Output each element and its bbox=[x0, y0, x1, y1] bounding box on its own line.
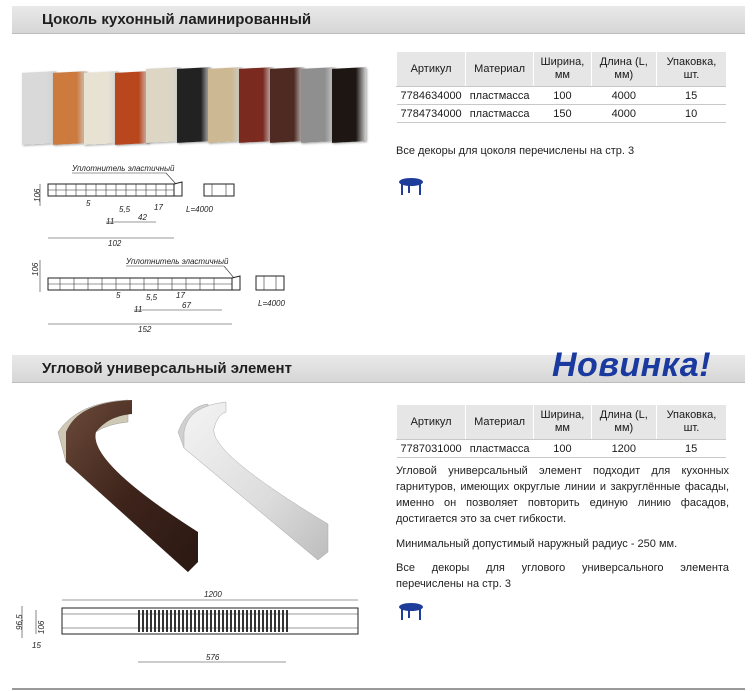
dim-length-1200: 1200 bbox=[204, 590, 222, 599]
col-header-material: Материал bbox=[466, 405, 534, 440]
cell-material: пластмасса bbox=[466, 440, 534, 458]
seal-label: Уплотнитель эластичный bbox=[72, 164, 175, 173]
flex-slot bbox=[218, 610, 220, 632]
flex-slots bbox=[138, 610, 288, 632]
plinth-decor-panel bbox=[177, 67, 211, 143]
col-header-article: Артикул bbox=[397, 405, 466, 440]
dim-height: 106 bbox=[31, 262, 40, 276]
flex-slot bbox=[158, 610, 160, 632]
plinth-product-photo bbox=[22, 66, 388, 144]
corner-description: Угловой универсальный элемент подходит для кухонных гарнитуров, имеющих округлые линии и закруглённые фасады, именно он позволяет повторить единую линию фасадов, достигается это за счет гибкости. bbox=[396, 465, 729, 525]
section-title-corner: Угловой универсальный элемент bbox=[42, 360, 292, 377]
cell-length: 4000 bbox=[591, 87, 656, 105]
flex-slot bbox=[246, 610, 248, 632]
table-row bbox=[397, 105, 727, 123]
flex-slot bbox=[282, 610, 284, 632]
table-furniture-icon bbox=[398, 601, 424, 621]
dim-42: 42 bbox=[138, 213, 147, 222]
cell-length: 4000 bbox=[591, 105, 656, 123]
dim-height: 106 bbox=[33, 188, 42, 202]
flex-slot bbox=[206, 610, 208, 632]
cell-pack: 15 bbox=[656, 87, 726, 105]
flex-slot bbox=[142, 610, 144, 632]
flex-slot bbox=[194, 610, 196, 632]
section-header-plinth bbox=[12, 6, 745, 34]
plinth-decor-panel bbox=[53, 71, 87, 145]
flex-slot bbox=[286, 610, 288, 632]
flex-slot bbox=[226, 610, 228, 632]
plinth-decor-panel bbox=[301, 67, 335, 143]
table-row bbox=[397, 87, 727, 105]
dim-width: 152 bbox=[138, 325, 152, 334]
corner-element-product-photo bbox=[48, 392, 338, 582]
plinth-150-cross-section-drawing bbox=[26, 252, 316, 334]
flex-slot bbox=[242, 610, 244, 632]
dim-67: 67 bbox=[182, 301, 191, 310]
corner-element-drawing bbox=[8, 588, 368, 680]
flex-slot bbox=[154, 610, 156, 632]
col-header-length: Длина (L, мм) bbox=[591, 52, 656, 87]
dim-17: 17 bbox=[176, 291, 185, 300]
flex-slot bbox=[278, 610, 280, 632]
dim-96-5: 96,5 bbox=[15, 614, 24, 630]
flex-slot bbox=[138, 610, 140, 632]
corner-min-radius: Минимальный допустимый наружный радиус - 250 мм. bbox=[396, 538, 678, 550]
col-header-width: Ширина, мм bbox=[534, 405, 592, 440]
page-bottom-rule bbox=[12, 688, 745, 690]
dim-11: 11 bbox=[106, 217, 115, 226]
plinth-decor-panel bbox=[115, 71, 149, 145]
new-badge: Новинка! bbox=[552, 346, 712, 384]
table-header-row bbox=[397, 405, 727, 440]
dim-5-5: 5,5 bbox=[119, 205, 131, 214]
col-header-pack: Упаковка, шт. bbox=[656, 405, 726, 440]
corner-spec-table bbox=[396, 405, 726, 458]
cell-length: 1200 bbox=[591, 440, 656, 458]
col-header-length: Длина (L, мм) bbox=[591, 405, 656, 440]
flex-slot bbox=[222, 610, 224, 632]
dim-15: 15 bbox=[32, 641, 41, 650]
cell-pack: 15 bbox=[656, 440, 726, 458]
dim-length: L=4000 bbox=[258, 299, 285, 308]
dim-5-5: 5,5 bbox=[146, 293, 158, 302]
flex-slot bbox=[250, 610, 252, 632]
flex-slot bbox=[254, 610, 256, 632]
dim-11: 11 bbox=[134, 305, 143, 314]
dim-576: 576 bbox=[206, 653, 220, 662]
cell-article: 7784634000 bbox=[397, 87, 466, 105]
cell-width: 100 bbox=[534, 440, 592, 458]
corner-decor-note: Все декоры для углового универсального элемента перечислены на стр. 3 bbox=[396, 562, 729, 590]
section-title-plinth: Цоколь кухонный ламинированный bbox=[42, 11, 312, 28]
col-header-article: Артикул bbox=[397, 52, 466, 87]
cell-width: 150 bbox=[534, 105, 592, 123]
dim-length: L=4000 bbox=[186, 205, 213, 214]
flex-slot bbox=[174, 610, 176, 632]
flex-slot bbox=[234, 610, 236, 632]
flex-slot bbox=[202, 610, 204, 632]
plinth-decor-panel bbox=[239, 67, 273, 143]
plinth-decor-panel bbox=[146, 67, 180, 143]
table-row bbox=[397, 440, 727, 458]
dim-5: 5 bbox=[116, 291, 121, 300]
cell-article: 7787031000 bbox=[397, 440, 466, 458]
flex-slot bbox=[210, 610, 212, 632]
flex-slot bbox=[186, 610, 188, 632]
table-header-row bbox=[397, 52, 727, 87]
dim-17: 17 bbox=[154, 203, 163, 212]
flex-slot bbox=[162, 610, 164, 632]
flex-slot bbox=[166, 610, 168, 632]
table-furniture-icon bbox=[398, 176, 424, 196]
flex-slot bbox=[270, 610, 272, 632]
plinth-decor-panel bbox=[270, 67, 304, 143]
plinth-spec-table bbox=[396, 52, 726, 123]
flex-slot bbox=[274, 610, 276, 632]
plinth-decor-note: Все декоры для цоколя перечислены на стр. 3 bbox=[396, 145, 635, 157]
plinth-decor-panel bbox=[332, 67, 366, 143]
flex-slot bbox=[170, 610, 172, 632]
cell-article: 7784734000 bbox=[397, 105, 466, 123]
dim-106: 106 bbox=[37, 620, 46, 634]
flex-slot bbox=[266, 610, 268, 632]
seal-label: Уплотнитель эластичный bbox=[126, 257, 229, 266]
plinth-decor-panel bbox=[208, 67, 242, 143]
flex-slot bbox=[178, 610, 180, 632]
dim-5: 5 bbox=[86, 199, 91, 208]
dim-width: 102 bbox=[108, 239, 122, 248]
flex-slot bbox=[146, 610, 148, 632]
plinth-decor-panel bbox=[84, 71, 118, 145]
flex-slot bbox=[150, 610, 152, 632]
cell-material: пластмасса bbox=[466, 105, 534, 123]
flex-slot bbox=[258, 610, 260, 632]
flex-slot bbox=[198, 610, 200, 632]
cell-width: 100 bbox=[534, 87, 592, 105]
cell-material: пластмасса bbox=[466, 87, 534, 105]
col-header-width: Ширина, мм bbox=[534, 52, 592, 87]
flex-slot bbox=[262, 610, 264, 632]
flex-slot bbox=[230, 610, 232, 632]
plinth-100-cross-section-drawing bbox=[26, 160, 256, 250]
flex-slot bbox=[238, 610, 240, 632]
flex-slot bbox=[182, 610, 184, 632]
flex-slot bbox=[190, 610, 192, 632]
cell-pack: 10 bbox=[656, 105, 726, 123]
col-header-material: Материал bbox=[466, 52, 534, 87]
plinth-decor-panel bbox=[22, 71, 56, 145]
col-header-pack: Упаковка, шт. bbox=[656, 52, 726, 87]
flex-slot bbox=[214, 610, 216, 632]
